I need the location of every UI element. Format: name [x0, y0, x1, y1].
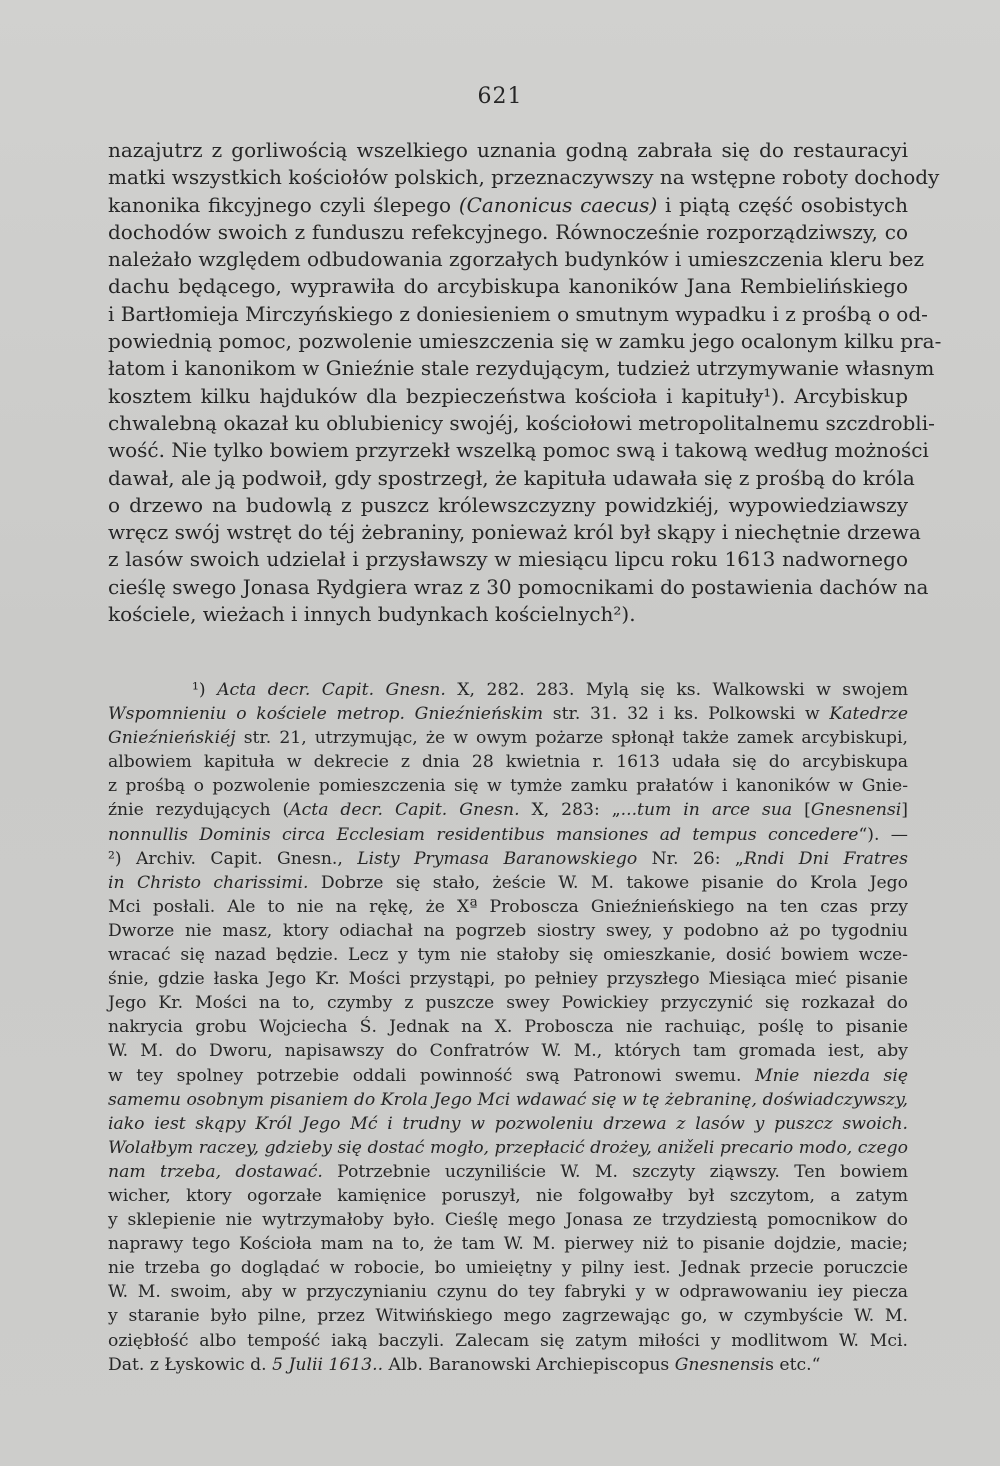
- footnote-line: nam trzeba, dostawać. Potrzebnie uczyniliście W. M. szczyty ziąwszy. Ten bowiem: [108, 1161, 908, 1182]
- text-line: nazajutrz z gorliwością wszelkiego uznania godną zabrała się do restauracyi: [108, 138, 908, 162]
- footnote-line: Dworze nie masz, ktory odiachał na pogrzeb siostry swey, y podobno aż po tygodniu: [108, 920, 908, 941]
- text-line: i Bartłomieja Mirczyńskiego z doniesieniem o smutnym wypadku i z prośbą o od-: [108, 301, 928, 326]
- footnote-line: albowiem kapituła w dekrecie z dnia 28 kwietnia r. 1613 udała się do arcybiskupa: [108, 752, 908, 773]
- text-line: wość. Nie tylko bowiem przyrzekł wszelką pomoc swą i takową według możności: [108, 438, 929, 463]
- text-line: chwalebną okazał ku oblubienicy swojéj, kościołowi metropolitalnemu szczdrobli-: [108, 410, 935, 435]
- footnote-line: samemu osobnym pisaniem do Krola Jego Mci wdawać się w tę żebraninę, doświadczywszy,: [108, 1089, 908, 1110]
- footnote-line: nie trzeba go doglądać w robocie, bo umieiętny y pilny iest. Jednak przecie poruczcie: [108, 1258, 908, 1279]
- text-line: o drzewo na budowlą z puszcz królewszczyzny powidzkiéj, wypowiedziawszy: [108, 492, 908, 517]
- footnote-line: Wolałbym raczey, gdzieby się dostać mogło, przepłacić drożey, aniželi precario modo, czego: [108, 1137, 908, 1158]
- text-line: kościele, wieżach i innych budynkach kościelnych²).: [108, 602, 636, 627]
- text-line: z lasów swoich udzielał i przysławszy w miesiącu lipcu roku 1613 nadwornego: [108, 547, 908, 572]
- text-line: kanonika fikcyjnego czyli ślepego (Canonicus caecus) i piątą część osobistych: [108, 192, 908, 217]
- footnote-line: naprawy tego Kościoła mam na to, że tam W. M. pierwey niż to pisanie dojdzie, macie;: [108, 1234, 908, 1255]
- footnote-line: Dat. z Łyskowic d. 5 Julii 1613.. Alb. Baranowski Archiepiscopus Gnesnensis etc.“: [108, 1354, 821, 1375]
- footnote-line: śnie, gdzie łaska Jego Kr. Mości przystąpi, po pełniey przyszłego Miesiąca mieć pisanie: [108, 969, 908, 990]
- footnote-line: W. M. swoim, aby w przyczynianiu czynu do tey fabryki y w odprawowaniu iey piecza: [108, 1282, 908, 1303]
- text-line: powiednią pomoc, pozwolenie umieszczenia się w zamku jego ocalonym kilku pra-: [108, 329, 942, 354]
- footnote-line: in Christo charissimi. Dobrze się stało, żeście W. M. takowe pisanie do Krola Jego: [108, 872, 908, 893]
- footnote-line: źnie rezydujących (Acta decr. Capit. Gnesn. X, 283: „...tum in arce sua [Gnesnensi]: [108, 800, 908, 821]
- footnote-line: ²) Archiv. Capit. Gnesn., Listy Prymasa Baranowskiego Nr. 26: „Rndi Dni Fratres: [108, 848, 908, 869]
- footnote-line: Mci posłali. Ale to nie na rękę, że Xª Proboscza Gnieźnieńskiego na ten czas przy: [108, 896, 908, 917]
- text-line: kosztem kilku hajduków dla bezpieczeństwa kościoła i kapituły¹). Arcybiskup: [108, 383, 908, 408]
- footnote-line: ¹) Acta decr. Capit. Gnesn. X, 282. 283. Mylą się ks. Walkowski w swojem: [192, 680, 908, 700]
- text-line: łatom i kanonikom w Gnieźnie stale rezydującym, tudzież utrzymywanie własnym: [108, 356, 935, 381]
- text-line: należało względem odbudowania zgorzałych budynków i umieszczenia kleru bez: [108, 247, 925, 272]
- footnote-line: Gnieźnieńskiéj str. 21, utrzymując, że w owym pożarze spłonął także zamek arcybiskupi,: [108, 728, 908, 749]
- text-line: wręcz swój wstręt do téj żebraniny, ponieważ król był skąpy i niechętnie drzewa: [108, 520, 921, 545]
- footnote-line: oziębłość albo tempość iaką baczyli. Zalecam się zatym miłości y modlitwom W. Mci.: [108, 1330, 908, 1351]
- footnote-line: wracać się nazad będzie. Lecz y tym nie stałoby się omieszkanie, dosić bowiem wcze-: [108, 945, 908, 966]
- footnote-line: Wspomnieniu o kościele metrop. Gnieźnieńskim str. 31. 32 i ks. Polkowski w Katedrze: [108, 704, 908, 725]
- footnote-line: iako iest skąpy Król Jego Mć i trudny w pozwoleniu drzewa z lasów y puszcz swoich.: [108, 1113, 908, 1134]
- footnote-line: y sklepienie nie wytrzymałoby było. Cieślę mego Jonasa ze trzydziestą pomocnikow do: [108, 1210, 908, 1231]
- footnote-line: nakrycia grobu Wojciecha Ś. Jednak na X. Proboscza nie rachuiąc, poślę to pisanie: [108, 1017, 908, 1038]
- footnote-line: nonnullis Dominis circa Ecclesiam residentibus mansiones ad tempus concedere“). —: [108, 824, 908, 845]
- page-number: 621: [477, 84, 523, 109]
- text-line: dochodów swoich z funduszu refekcyjnego. Równocześnie rozporządziwszy, co: [108, 219, 908, 244]
- text-line: matki wszystkich kościołów polskich, przeznaczywszy na wstępne roboty dochody: [108, 165, 940, 190]
- footnote-line: wicher, ktory ogorzałe kamięnice poruszył, nie folgowałby był szczytom, a zatym: [108, 1185, 908, 1206]
- footnote-line: y staranie było pilne, przez Witwińskiego mego zagrzewając go, w czymbyście W. M.: [108, 1306, 908, 1327]
- text-line: cieślę swego Jonasa Rydgiera wraz z 30 pomocnikami do postawienia dachów na: [108, 574, 929, 599]
- footnote-line: Jego Kr. Mości na to, czymby z puszcze swey Powickiey przyczynić się rozkazał do: [108, 993, 908, 1014]
- text-line: dawał, ale ją podwoił, gdy spostrzegł, że kapituła udawała się z prośbą do króla: [108, 465, 915, 490]
- main-text: [108, 137, 942, 628]
- footnote-line: z prośbą o pozwolenie pomieszczenia się w tymże zamku prałatów i kanoników w Gnie-: [108, 776, 908, 797]
- footnote-line: w tey spolney potrzebie oddali powinność swą Patronowi swemu. Mnie niezda się: [108, 1065, 908, 1086]
- footnote-line: W. M. do Dworu, napisawszy do Confratrów W. M., których tam gromada iest, aby: [108, 1041, 908, 1062]
- text-line: dachu będącego, wyprawiła do arcybiskupa kanoników Jana Rembielińskiego: [108, 274, 908, 299]
- footnotes: [108, 678, 908, 1377]
